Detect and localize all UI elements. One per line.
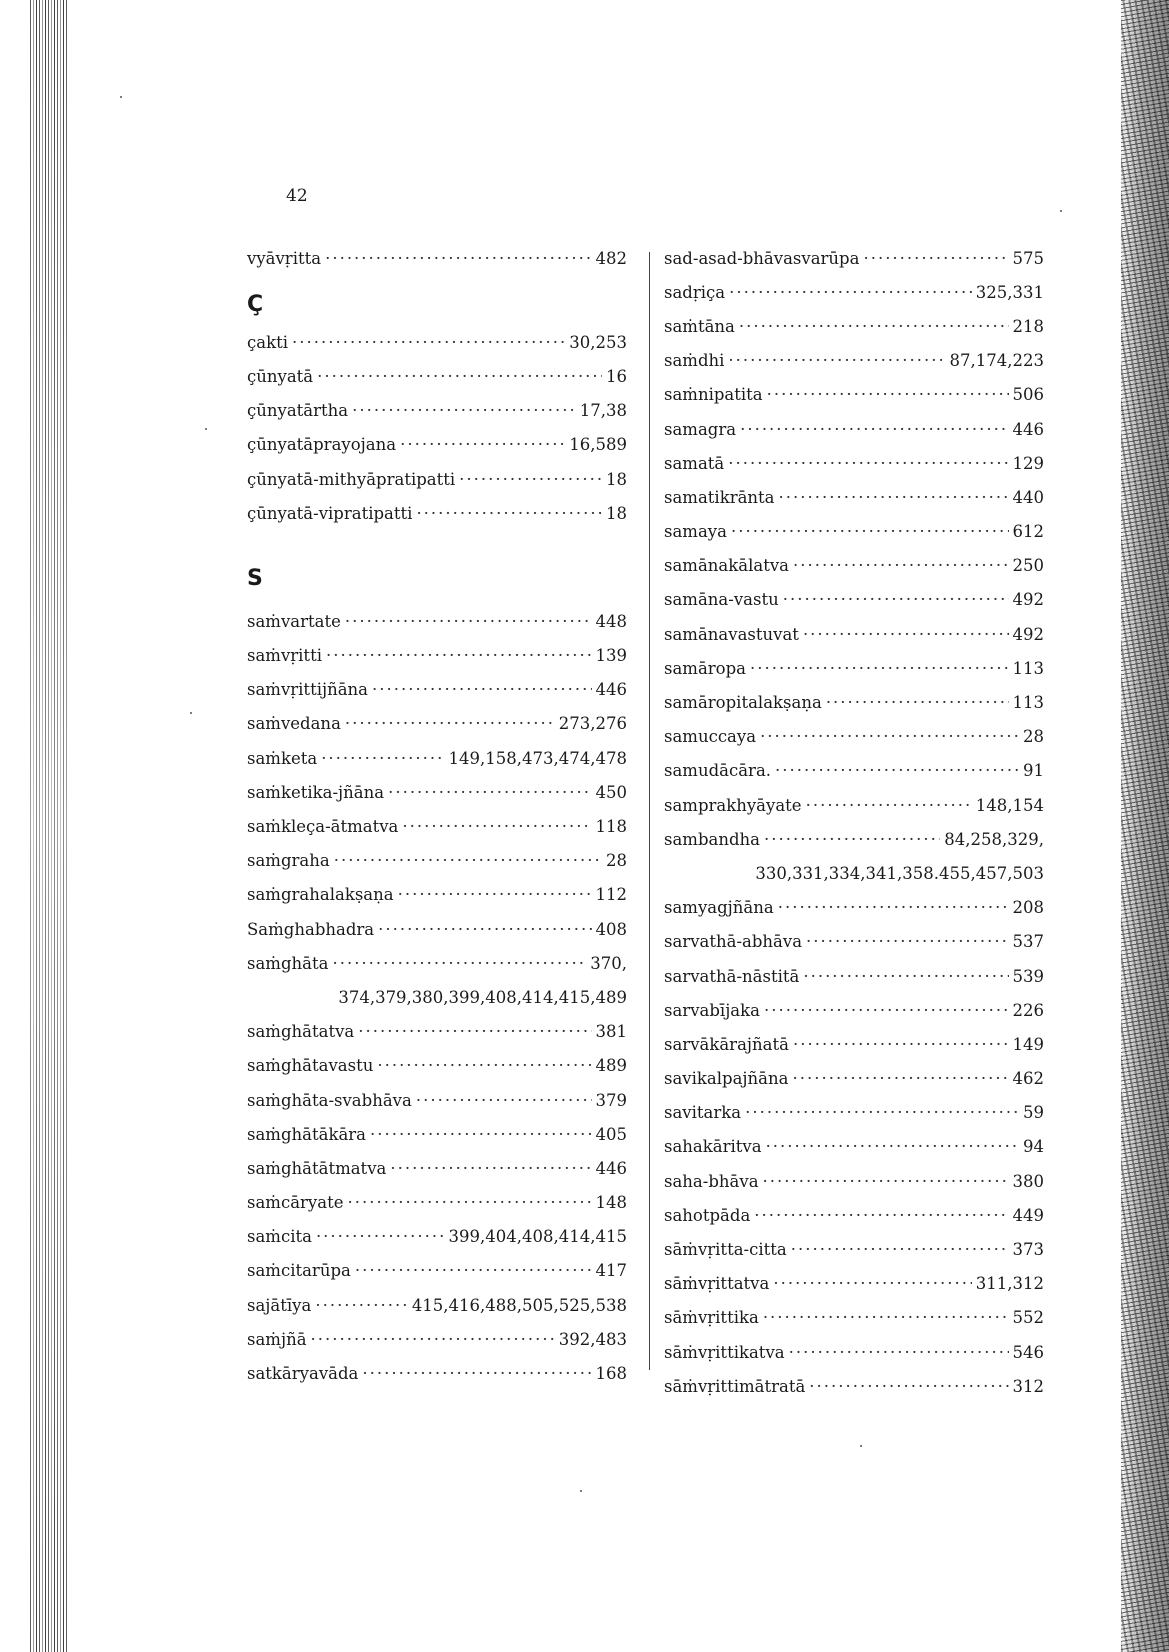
index-term: samānakālatva	[664, 556, 789, 576]
page-references: 546	[1012, 1342, 1044, 1362]
index-term: saṁgraha	[247, 851, 330, 871]
dot-leader	[352, 401, 576, 420]
index-entry	[664, 685, 1044, 719]
page-references: 612	[1012, 522, 1044, 542]
index-entry	[247, 1322, 627, 1356]
dot-leader	[416, 504, 602, 523]
dot-leader	[358, 1022, 591, 1041]
page-references: 28	[1023, 727, 1044, 747]
dot-leader	[754, 1206, 1008, 1225]
index-term: samatā	[664, 453, 725, 473]
index-term: saṁvedana	[247, 714, 341, 734]
dot-leader	[729, 283, 972, 302]
index-term: saṁghāta	[247, 953, 329, 973]
index-term: sarvathā-abhāva	[664, 932, 803, 952]
index-entry	[664, 891, 1044, 925]
index-entry	[247, 1117, 627, 1151]
dot-leader	[764, 830, 940, 849]
dot-leader	[355, 1261, 592, 1280]
index-entry	[664, 549, 1044, 583]
page-edge-texture	[1121, 0, 1169, 1652]
dot-leader	[400, 435, 565, 454]
page-references: 18	[606, 469, 627, 489]
index-term: saṁkleça-ātmatva	[247, 817, 399, 837]
left-column	[247, 241, 627, 1391]
page-references: 312	[1012, 1376, 1044, 1396]
index-term: saṁvṛittijñāna	[247, 680, 369, 700]
dot-leader	[316, 1227, 445, 1246]
index-entry	[247, 325, 627, 359]
page-references: 118	[595, 817, 627, 837]
left-top-entries	[247, 241, 627, 275]
page-references: 16	[606, 366, 627, 386]
index-entry	[247, 1083, 627, 1117]
dot-leader	[325, 249, 591, 268]
index-term: sambandha	[664, 829, 761, 849]
index-entry	[247, 639, 627, 673]
scan-speck	[1060, 210, 1062, 212]
index-entry	[247, 878, 627, 912]
dot-leader	[809, 1377, 1008, 1396]
index-entry	[664, 446, 1044, 480]
page-references: 446	[1012, 419, 1044, 439]
index-entry	[247, 1015, 627, 1049]
page-references: 91	[1023, 761, 1044, 781]
index-entry	[247, 912, 627, 946]
scan-speck	[120, 96, 122, 98]
index-entry	[664, 720, 1044, 754]
dot-leader	[767, 385, 1009, 404]
index-entry	[247, 946, 627, 980]
index-entry	[664, 583, 1044, 617]
page-references: 506	[1012, 385, 1044, 405]
page-references: 149	[1012, 1034, 1044, 1054]
dot-leader	[728, 454, 1008, 473]
index-entry	[247, 241, 627, 275]
index-term: samāropitalakṣaṇa	[664, 693, 822, 713]
dot-leader	[311, 1330, 555, 1349]
index-term: samagra	[664, 419, 737, 439]
page-references: 449	[1012, 1205, 1044, 1225]
page-references: 59	[1023, 1103, 1044, 1123]
index-entry	[664, 1130, 1044, 1164]
index-term: samānavastuvat	[664, 624, 799, 644]
index-entry	[664, 1198, 1044, 1232]
page-references: 462	[1012, 1069, 1044, 1089]
section-c-entries	[247, 325, 627, 530]
index-term: sāṁvṛittimātratā	[664, 1376, 806, 1396]
dot-leader	[783, 590, 1009, 609]
index-entry	[247, 604, 627, 638]
page-references: 113	[1012, 693, 1044, 713]
index-term: sadṛiça	[664, 282, 726, 302]
dot-leader	[803, 967, 1008, 986]
index-term: çūnyatā	[247, 366, 314, 386]
index-term: sāṁvṛitta-citta	[664, 1240, 787, 1260]
index-entry	[247, 462, 627, 496]
page-references: 448	[595, 611, 627, 631]
index-entry	[247, 1151, 627, 1185]
page-references: 218	[1012, 316, 1044, 336]
page-references: 380	[1012, 1171, 1044, 1191]
index-term: sāṁvṛittikatva	[664, 1342, 785, 1362]
index-term: saṁnipatita	[664, 385, 763, 405]
page-references: 28	[606, 851, 627, 871]
page-references: 94	[1023, 1137, 1044, 1157]
index-term: çakti	[247, 332, 288, 352]
index-term: saṁdhi	[664, 351, 725, 371]
dot-leader	[789, 1343, 1009, 1362]
index-entry	[247, 359, 627, 393]
dot-leader	[740, 420, 1008, 439]
page-references: 381	[595, 1022, 627, 1042]
index-term: saṁghātākāra	[247, 1124, 367, 1144]
index-term: satkāryavāda	[247, 1364, 359, 1384]
index-entry	[247, 1220, 627, 1254]
page-references: 148	[595, 1193, 627, 1213]
page-references: 489	[595, 1056, 627, 1076]
page-references: 18	[606, 503, 627, 523]
index-entry	[664, 1027, 1044, 1061]
index-term: samaya	[664, 522, 727, 542]
dot-leader	[739, 317, 1009, 336]
index-term: samatikrānta	[664, 487, 775, 507]
index-term: samāropa	[664, 658, 747, 678]
index-term: saṁcitarūpa	[247, 1261, 351, 1281]
index-entry	[664, 1369, 1044, 1403]
index-entry	[664, 959, 1044, 993]
dot-leader	[398, 885, 592, 904]
index-term: saṁjñā	[247, 1329, 307, 1349]
index-term: Saṁghabhadra	[247, 919, 375, 939]
index-entry	[664, 378, 1044, 412]
index-term: samprakhyāyate	[664, 795, 802, 815]
scan-speck	[860, 1445, 862, 1447]
dot-leader	[764, 1001, 1009, 1020]
index-entry	[664, 1062, 1044, 1096]
index-term: saṁvartate	[247, 611, 341, 631]
index-term: çūnyatā-mithyāpratipatti	[247, 469, 456, 489]
index-entry	[247, 496, 627, 530]
page-references: 84,258,329,	[944, 829, 1044, 849]
dot-leader	[750, 659, 1008, 678]
index-term: savitarka	[664, 1103, 742, 1123]
page-references: 450	[595, 782, 627, 802]
dot-leader	[803, 625, 1009, 644]
index-term: saṁcita	[247, 1227, 312, 1247]
index-entry	[664, 754, 1044, 788]
dot-leader	[334, 851, 602, 870]
page-references: 537	[1012, 932, 1044, 952]
index-term: samāna-vastu	[664, 590, 779, 610]
index-term: samyagjñāna	[664, 898, 774, 918]
index-term: saṁvṛitti	[247, 646, 322, 666]
page-references: 139	[595, 646, 627, 666]
page-references: 129	[1012, 453, 1044, 473]
page-references: 392,483	[558, 1329, 627, 1349]
index-term: saṁketa	[247, 748, 318, 768]
page-references: 370,	[590, 953, 627, 973]
index-term: saṁghātātmatva	[247, 1158, 387, 1178]
index-entry	[664, 822, 1044, 856]
index-entry	[664, 480, 1044, 514]
dot-leader	[321, 749, 444, 768]
dot-leader	[345, 714, 555, 733]
dot-leader	[791, 1240, 1009, 1259]
index-entry	[664, 651, 1044, 685]
dot-leader	[372, 680, 591, 699]
section-heading-c: Ç	[247, 291, 264, 317]
index-entry	[247, 673, 627, 707]
dot-leader	[388, 783, 591, 802]
page-references: 325,331	[975, 282, 1044, 302]
index-term: sahakāritva	[664, 1137, 762, 1157]
page-references: 405	[595, 1124, 627, 1144]
column-separator	[649, 252, 650, 1370]
page-references: 415,416,488,505,525,538	[411, 1295, 627, 1315]
dot-leader	[806, 796, 972, 815]
index-entry	[247, 809, 627, 843]
page-references: 373	[1012, 1240, 1044, 1260]
dot-leader	[416, 1091, 592, 1110]
index-entry	[664, 515, 1044, 549]
index-term: vyāvṛitta	[247, 248, 322, 268]
scan-speck	[190, 712, 192, 714]
page-references: 149,158,473,474,478	[448, 748, 627, 768]
index-term: saṁtāna	[664, 316, 735, 336]
scan-speck	[205, 428, 207, 430]
dot-leader	[378, 920, 591, 939]
index-term: sāṁvṛittika	[664, 1308, 759, 1328]
dot-leader	[292, 333, 565, 352]
index-entry	[664, 788, 1044, 822]
right-column	[664, 241, 1044, 1403]
index-term: sad-asad-bhāvasvarūpa	[664, 248, 860, 268]
page-references: 168	[595, 1364, 627, 1384]
page-references-continued: 374,379,380,399,408,414,415,489	[338, 987, 627, 1007]
index-entry	[664, 241, 1044, 275]
index-entry	[247, 844, 627, 878]
index-term: çūnyatārtha	[247, 401, 349, 421]
page-references: 113	[1012, 658, 1044, 678]
index-term: saṁghātatva	[247, 1022, 355, 1042]
page-references: 208	[1012, 898, 1044, 918]
dot-leader	[760, 727, 1019, 746]
index-entry	[664, 344, 1044, 378]
dot-leader	[315, 1296, 407, 1315]
index-entry	[247, 1356, 627, 1390]
index-term: samudācāra.	[664, 761, 772, 781]
index-entry	[664, 275, 1044, 309]
page-references-continued: 330,331,334,341,358.455,457,503	[755, 863, 1044, 883]
page-references: 539	[1012, 966, 1044, 986]
dot-leader	[763, 1172, 1009, 1191]
index-entry	[247, 1254, 627, 1288]
page-references: 226	[1012, 1000, 1044, 1020]
index-term: sajātīya	[247, 1295, 312, 1315]
index-entry	[247, 394, 627, 428]
index-entry	[247, 775, 627, 809]
page-references: 482	[595, 248, 627, 268]
dot-leader	[778, 898, 1009, 917]
index-term: sarvabījaka	[664, 1000, 760, 1020]
page-references: 30,253	[569, 332, 627, 352]
index-term: çūnyatā-vipratipatti	[247, 503, 413, 523]
index-term: saha-bhāva	[664, 1171, 759, 1191]
dot-leader	[793, 1035, 1009, 1054]
dot-leader	[826, 693, 1009, 712]
page-references: 408	[595, 919, 627, 939]
index-term: saṁghātavastu	[247, 1056, 374, 1076]
page-references: 87,174,223	[949, 351, 1044, 371]
index-entry	[247, 428, 627, 462]
index-entry	[247, 1049, 627, 1083]
page-references: 446	[595, 1158, 627, 1178]
index-entry	[664, 412, 1044, 446]
dot-leader	[763, 1308, 1009, 1327]
index-term: çūnyatāprayojana	[247, 435, 397, 455]
page-references: 552	[1012, 1308, 1044, 1328]
page-references: 148,154	[975, 795, 1044, 815]
section-s-entries	[247, 604, 627, 1390]
dot-leader	[779, 488, 1009, 507]
page-references: 16,589	[569, 435, 627, 455]
dot-leader	[402, 817, 591, 836]
index-entry	[664, 1301, 1044, 1335]
dot-leader	[326, 646, 592, 665]
page-references: 273,276	[558, 714, 627, 734]
index-entry	[664, 617, 1044, 651]
page-references: 379	[595, 1090, 627, 1110]
page-references: 440	[1012, 487, 1044, 507]
dot-leader	[863, 249, 1008, 268]
page-references: 17,38	[579, 401, 627, 421]
index-term: saṁgrahalakṣaṇa	[247, 885, 394, 905]
dot-leader	[728, 351, 945, 370]
page-number: 42	[286, 186, 308, 206]
index-term: saṁghāta-svabhāva	[247, 1090, 412, 1110]
page-references: 492	[1012, 624, 1044, 644]
index-term: savikalpajñāna	[664, 1069, 789, 1089]
right-entries	[664, 241, 1044, 1403]
index-entry	[664, 1232, 1044, 1266]
index-entry	[664, 1267, 1044, 1301]
index-term: sāṁvṛittatva	[664, 1274, 770, 1294]
index-term: sarvākārajñatā	[664, 1034, 789, 1054]
page-references: 311,312	[975, 1274, 1044, 1294]
book-binding-edge	[28, 0, 68, 1652]
dot-leader	[745, 1103, 1019, 1122]
page-references: 417	[595, 1261, 627, 1281]
dot-leader	[773, 1274, 971, 1293]
index-entry	[664, 309, 1044, 343]
dot-leader	[793, 556, 1009, 575]
index-entry	[664, 1335, 1044, 1369]
dot-leader	[766, 1137, 1019, 1156]
dot-leader	[792, 1069, 1008, 1088]
dot-leader	[731, 522, 1009, 541]
page-references: 399,404,408,414,415	[448, 1227, 627, 1247]
index-entry	[247, 1186, 627, 1220]
index-entry	[247, 741, 627, 775]
page-references: 446	[595, 680, 627, 700]
page-references: 492	[1012, 590, 1044, 610]
index-entry	[247, 707, 627, 741]
dot-leader	[806, 932, 1008, 951]
dot-leader	[347, 1193, 591, 1212]
dot-leader	[459, 470, 602, 489]
index-entry	[664, 993, 1044, 1027]
dot-leader	[362, 1364, 591, 1383]
dot-leader	[377, 1056, 591, 1075]
dot-leader	[332, 954, 586, 973]
index-entry	[664, 1164, 1044, 1198]
page-references: 250	[1012, 556, 1044, 576]
dot-leader	[390, 1159, 591, 1178]
dot-leader	[775, 761, 1019, 780]
dot-leader	[317, 367, 602, 386]
index-entry	[247, 1288, 627, 1322]
index-entry	[664, 1096, 1044, 1130]
index-entry	[664, 925, 1044, 959]
page-references: 575	[1012, 248, 1044, 268]
scan-speck	[580, 1490, 582, 1492]
index-term: samuccaya	[664, 727, 757, 747]
dot-leader	[370, 1125, 591, 1144]
index-term: saṁketika-jñāna	[247, 782, 385, 802]
page-references: 112	[595, 885, 627, 905]
section-heading-s: S	[247, 565, 263, 591]
index-term: saṁcāryate	[247, 1193, 344, 1213]
dot-leader	[345, 612, 592, 631]
index-term: sarvathā-nāstitā	[664, 966, 800, 986]
index-term: sahotpāda	[664, 1205, 751, 1225]
